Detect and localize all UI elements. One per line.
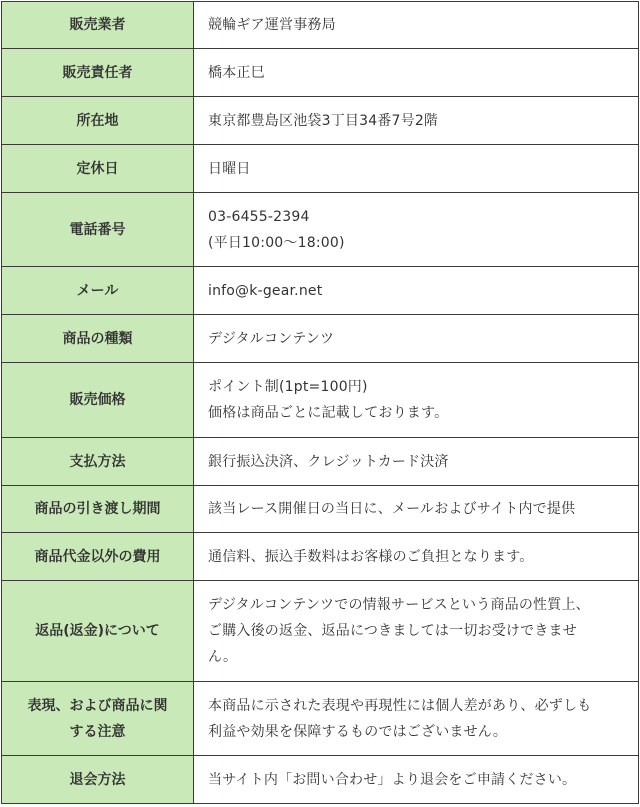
value-line: 該当レース開催日の当日に、メールおよびサイト内で提供 <box>208 501 576 517</box>
row-value <box>194 267 639 315</box>
row-label: 返品(返金)について <box>2 581 194 682</box>
row-label: 販売責任者 <box>2 49 194 97</box>
row-value <box>194 533 639 581</box>
row-value <box>194 2 639 49</box>
value-line: 東京都豊島区池袋3丁目34番7号2階 <box>208 112 439 129</box>
row-value <box>194 363 639 438</box>
row-value <box>194 49 639 97</box>
row-label: 販売価格 <box>2 363 194 438</box>
row-label: 商品の引き渡し期間 <box>2 486 194 533</box>
table-row <box>2 363 639 438</box>
row-label: 電話番号 <box>2 193 194 267</box>
email-address[interactable]: info@k-gear.net <box>208 282 323 299</box>
table-row <box>2 49 639 97</box>
value-line: ん。 <box>208 649 238 665</box>
table-row <box>2 581 639 682</box>
row-value <box>194 438 639 486</box>
row-value <box>194 193 639 267</box>
value-line: デジタルコンテンツ <box>208 330 335 347</box>
row-value <box>194 315 639 363</box>
row-label: 退会方法 <box>2 756 194 804</box>
table-row <box>2 756 639 804</box>
row-value <box>194 97 639 145</box>
value-line: デジタルコンテンツでの情報サービスという商品の性質上、 <box>208 597 590 613</box>
value-line: 橋本正巳 <box>208 64 265 81</box>
value-line: 日曜日 <box>208 160 251 177</box>
table-row <box>2 193 639 267</box>
value-line: ポイント制(1pt=100円) <box>208 379 368 395</box>
table-row <box>2 533 639 581</box>
table-row <box>2 2 639 49</box>
table-row <box>2 486 639 533</box>
value-line: 銀行振込決済、クレジットカード決済 <box>208 453 449 470</box>
row-value <box>194 756 639 804</box>
value-line: 本商品に示された表現や再現性には個人差があり、必ずしも <box>208 697 592 714</box>
table-row <box>2 438 639 486</box>
table-row <box>2 97 639 145</box>
row-value <box>194 581 639 682</box>
row-label: 所在地 <box>2 97 194 145</box>
table-row <box>2 315 639 363</box>
value-line: 価格は商品ごとに記載しております。 <box>208 405 449 421</box>
table-row <box>2 267 639 315</box>
row-label: 定休日 <box>2 145 194 193</box>
legal-notice-table <box>1 1 639 804</box>
value-line: (平日10:00〜18:00) <box>208 234 345 251</box>
row-label: メール <box>2 267 194 315</box>
value-line: 03-6455-2394 <box>208 208 310 225</box>
label-line: する注意 <box>69 723 126 740</box>
row-label: 商品代金以外の費用 <box>2 533 194 581</box>
row-value <box>194 682 639 756</box>
table-row <box>2 682 639 756</box>
row-label <box>2 682 194 756</box>
row-value <box>194 145 639 193</box>
value-line: 通信料、振込手数料はお客様のご負担となります。 <box>208 548 534 565</box>
row-label: 販売業者 <box>2 2 194 49</box>
value-line: 競輪ギア運営事務局 <box>208 17 336 33</box>
row-value <box>194 486 639 533</box>
value-line: 当サイト内「お問い合わせ」より退会をご申請ください。 <box>208 771 577 788</box>
row-label: 商品の種類 <box>2 315 194 363</box>
label-line: 表現、および商品に関 <box>27 697 168 714</box>
row-label: 支払方法 <box>2 438 194 486</box>
value-line: ご購入後の返金、返品につきましては一切お受けできませ <box>208 623 577 639</box>
value-line: 利益や効果を保障するものではございません。 <box>208 723 508 740</box>
table-row <box>2 145 639 193</box>
